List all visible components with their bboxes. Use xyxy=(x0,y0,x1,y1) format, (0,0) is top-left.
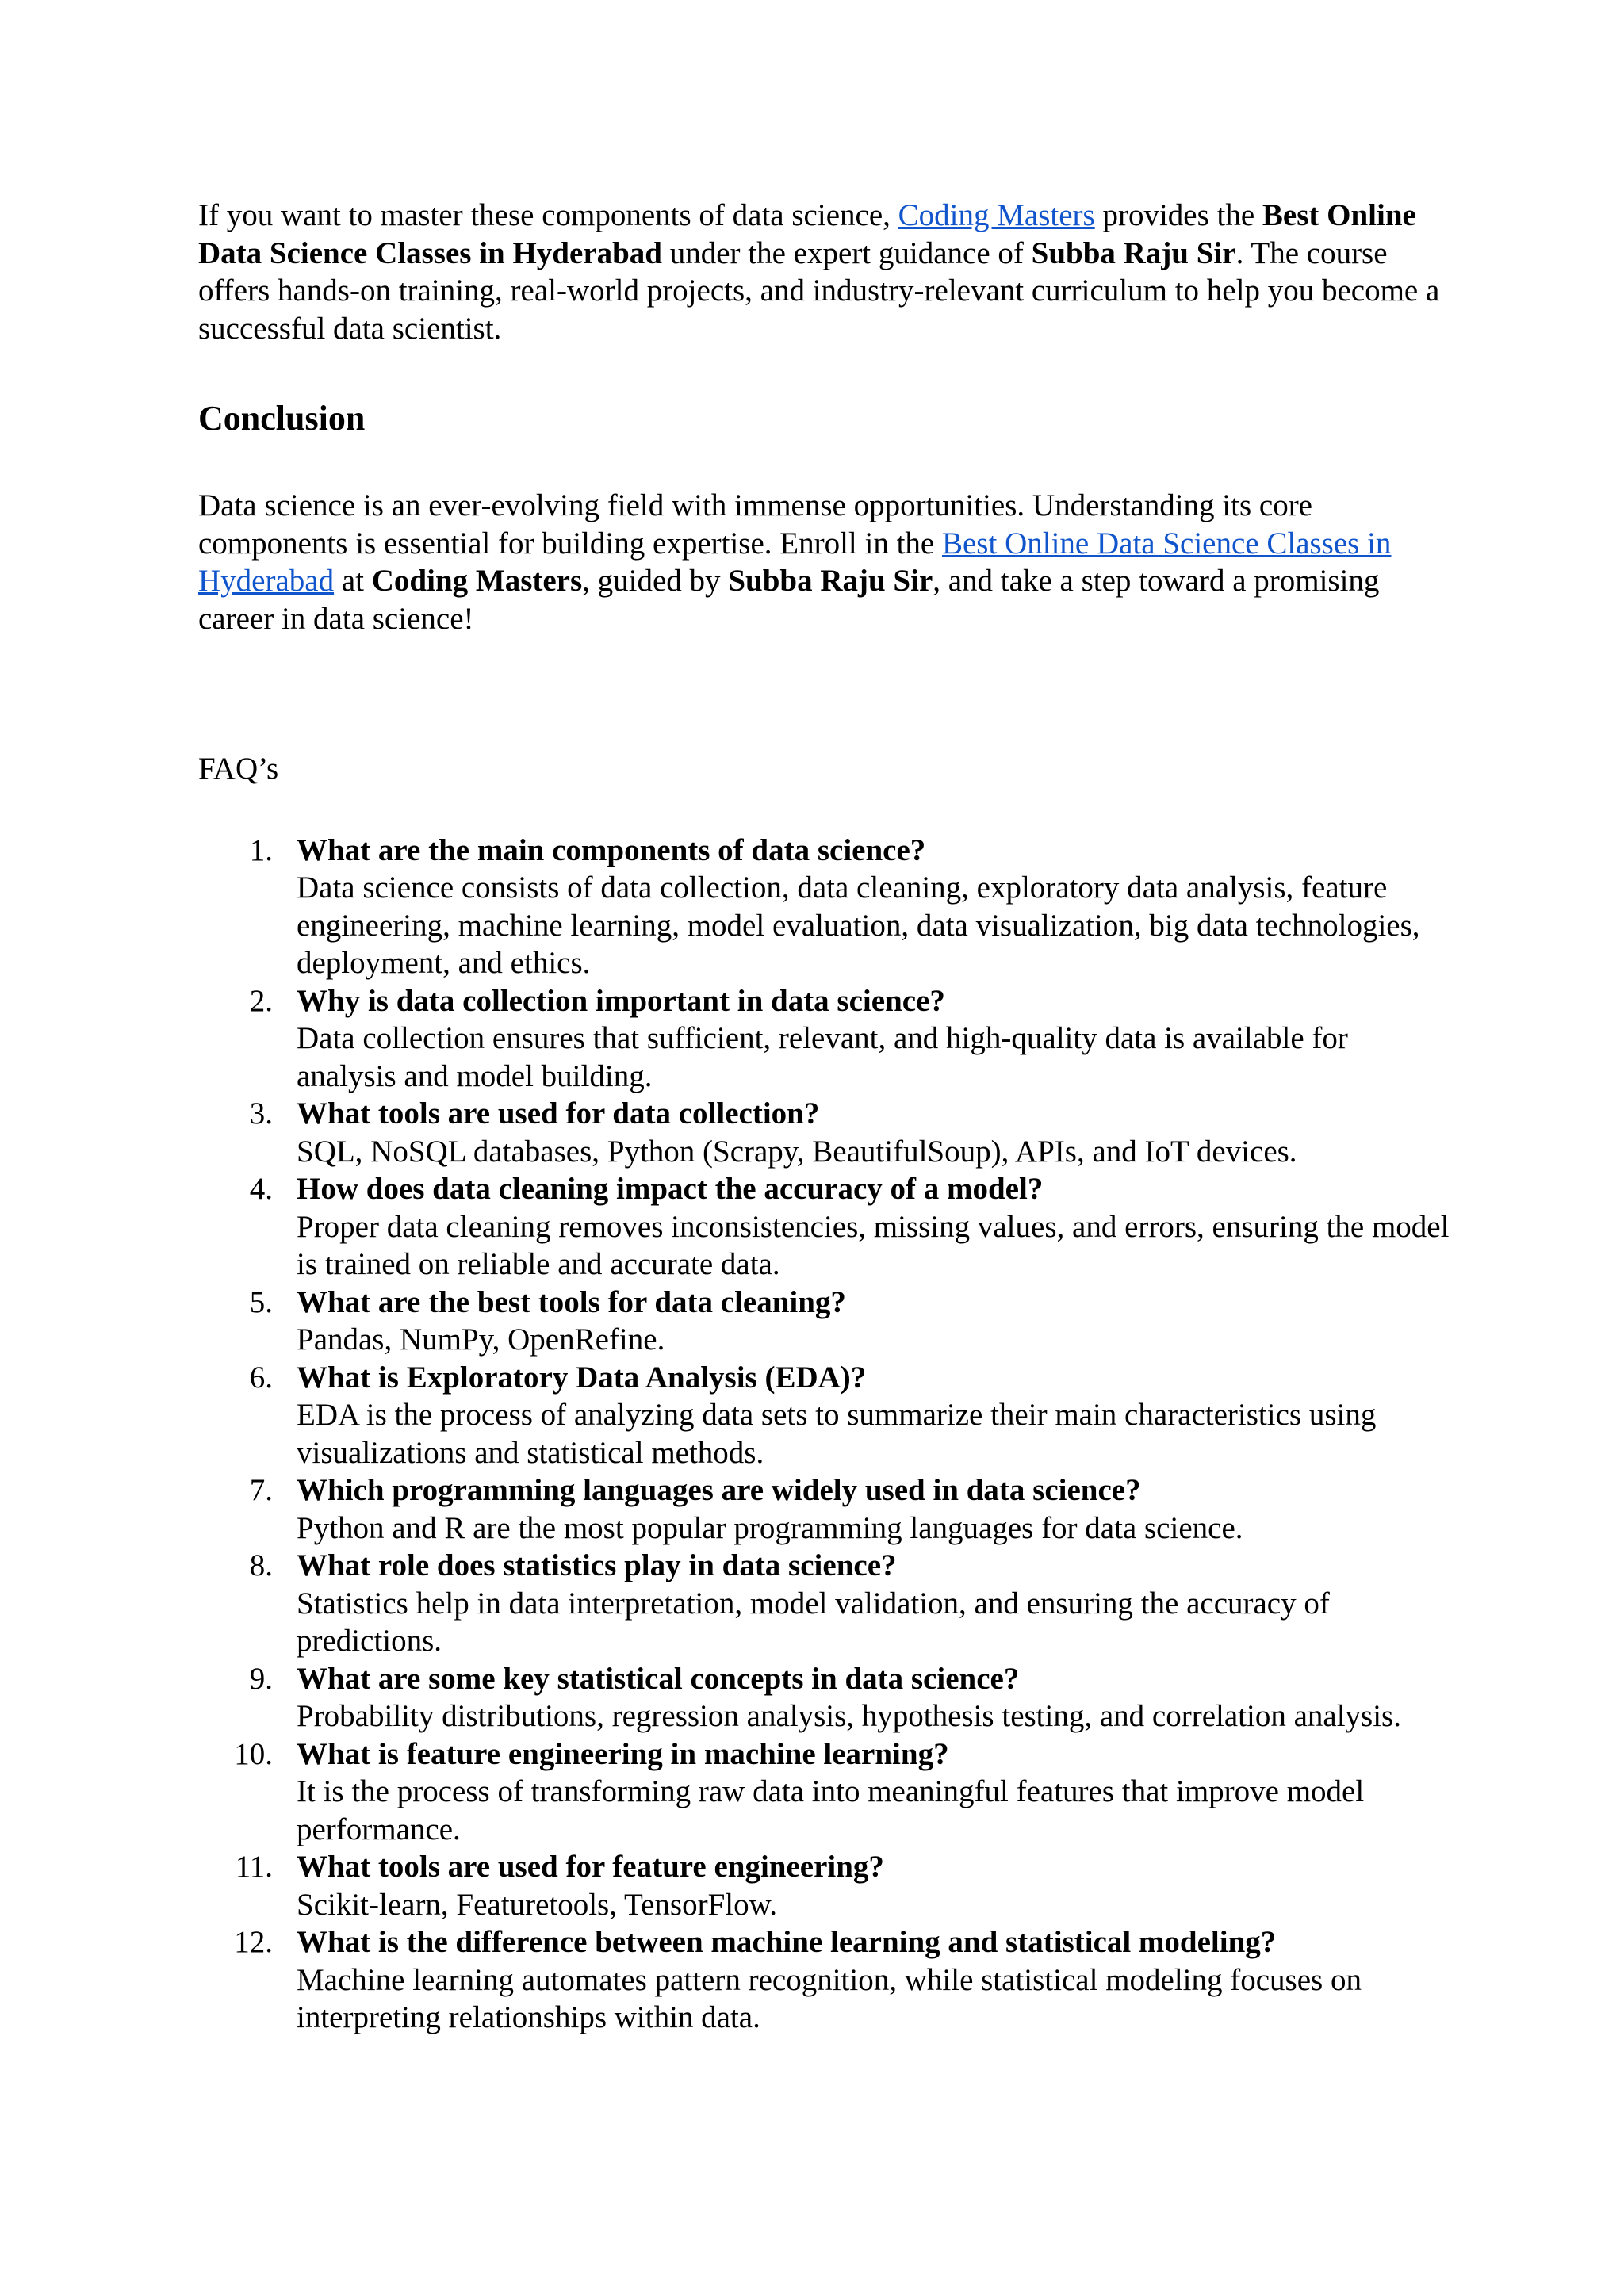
faq-question: What is the difference between machine learning and statistical modeling? xyxy=(297,1925,1277,1959)
faq-item-number: 5. xyxy=(249,1284,273,1319)
faq-item xyxy=(198,1471,1451,1547)
faq-question: What tools are used for data collection? xyxy=(297,1096,820,1131)
faq-item-number: 8. xyxy=(249,1548,273,1582)
faq-question: What role does statistics play in data science? xyxy=(297,1548,897,1582)
faq-answer: Pandas, NumPy, OpenRefine. xyxy=(297,1322,665,1357)
faq-question: What are the best tools for data cleaning? xyxy=(297,1284,846,1319)
faq-item-number: 11. xyxy=(235,1850,273,1884)
conclusion-text: Data science is an ever-evolving field with immense opportunities. Understanding its core components is essential for building expertise. Enroll in the xyxy=(198,488,1312,561)
faq-item-number: 12. xyxy=(234,1925,273,1959)
faq-answer: Data science consists of data collection, data cleaning, exploratory data analysis, feature engineering, machine learning, model evaluation, data visualization, big data technologies, deployment, and ethics. xyxy=(297,871,1420,980)
faq-title: FAQ’s xyxy=(198,752,279,786)
faq-item xyxy=(198,1735,1451,1849)
faq-item-number: 9. xyxy=(249,1661,273,1696)
intro-bold-instructor: Subba Raju Sir xyxy=(1031,235,1236,270)
faq-answer: Data collection ensures that sufficient, relevant, and high-quality data is available for analysis and model building. xyxy=(297,1021,1348,1093)
faq-answer: SQL, NoSQL databases, Python (Scrapy, BeautifulSoup), APIs, and IoT devices. xyxy=(297,1134,1297,1169)
faq-answer: EDA is the process of analyzing data sets to summarize their main characteristics using visualizations and statistical methods. xyxy=(297,1398,1377,1470)
conclusion-text: at xyxy=(334,564,372,598)
faq-item-number: 1. xyxy=(249,832,273,867)
faq-item-number: 7. xyxy=(249,1473,273,1507)
faq-item-number: 10. xyxy=(234,1736,273,1771)
faq-question: What are some key statistical concepts in data science? xyxy=(297,1661,1020,1696)
faq-answer: It is the process of transforming raw data into meaningful features that improve model performance. xyxy=(297,1774,1365,1846)
conclusion-paragraph xyxy=(198,487,1451,637)
conclusion-text: , and take a step toward a promising career in data science! xyxy=(198,564,1380,636)
faq-question: What tools are used for feature engineering? xyxy=(297,1850,884,1884)
faq-answer: Scikit-learn, Featuretools, TensorFlow. xyxy=(297,1887,778,1922)
faq-item xyxy=(198,1660,1451,1735)
faq-item xyxy=(198,1848,1451,1923)
intro-text: provides the xyxy=(1094,198,1262,232)
faq-question: How does data cleaning impact the accuracy of a model? xyxy=(297,1172,1044,1206)
faq-answer: Python and R are the most popular programming languages for data science. xyxy=(297,1510,1243,1545)
faq-item xyxy=(198,1284,1451,1359)
faq-item-number: 6. xyxy=(249,1360,273,1395)
faq-question: What is feature engineering in machine learning? xyxy=(297,1736,949,1771)
faq-item xyxy=(198,1547,1451,1660)
faq-item xyxy=(198,1923,1451,2037)
faq-item-number: 2. xyxy=(249,983,273,1018)
intro-text: under the expert guidance of xyxy=(662,235,1032,270)
faq-answer: Machine learning automates pattern recognition, while statistical modeling focuses on interpreting relationships within data. xyxy=(297,1962,1362,2034)
best-online-classes-link[interactable]: Best Online Data Science Classes in Hyderabad xyxy=(198,526,1392,598)
faq-question: What are the main components of data science? xyxy=(297,832,926,867)
faq-item xyxy=(198,982,1451,1096)
intro-bold-course: Best Online Data Science Classes in Hyderabad xyxy=(198,198,1416,270)
faq-item-number: 3. xyxy=(249,1096,273,1131)
conclusion-text: , guided by xyxy=(582,564,729,598)
intro-text: If you want to master these components of data science, xyxy=(198,198,898,232)
faq-item xyxy=(198,1095,1451,1170)
faq-answer: Proper data cleaning removes inconsistencies, missing values, and errors, ensuring the model is trained on reliable and accurate data. xyxy=(297,1209,1450,1281)
faq-item xyxy=(198,1359,1451,1472)
faq-item xyxy=(198,832,1451,982)
faq-item xyxy=(198,1170,1451,1284)
faq-question: Why is data collection important in data science? xyxy=(297,983,945,1018)
faq-question: What is Exploratory Data Analysis (EDA)? xyxy=(297,1360,867,1395)
intro-text: . The course offers hands-on training, real-world projects, and industry-relevant curriculum to help you become a successful data scientist. xyxy=(198,235,1440,346)
faq-answer: Statistics help in data interpretation, model validation, and ensuring the accuracy of predictions. xyxy=(297,1586,1330,1658)
conclusion-heading: Conclusion xyxy=(198,399,366,438)
faq-question: Which programming languages are widely used in data science? xyxy=(297,1473,1141,1507)
document-page xyxy=(198,197,1451,2037)
faq-list xyxy=(198,832,1451,2037)
conclusion-bold-instructor: Subba Raju Sir xyxy=(728,564,933,598)
coding-masters-link[interactable]: Coding Masters xyxy=(898,198,1095,232)
faq-item-number: 4. xyxy=(249,1172,273,1206)
faq-answer: Probability distributions, regression analysis, hypothesis testing, and correlation analysis. xyxy=(297,1699,1401,1733)
intro-paragraph xyxy=(198,197,1451,347)
conclusion-bold-brand: Coding Masters xyxy=(371,564,583,598)
